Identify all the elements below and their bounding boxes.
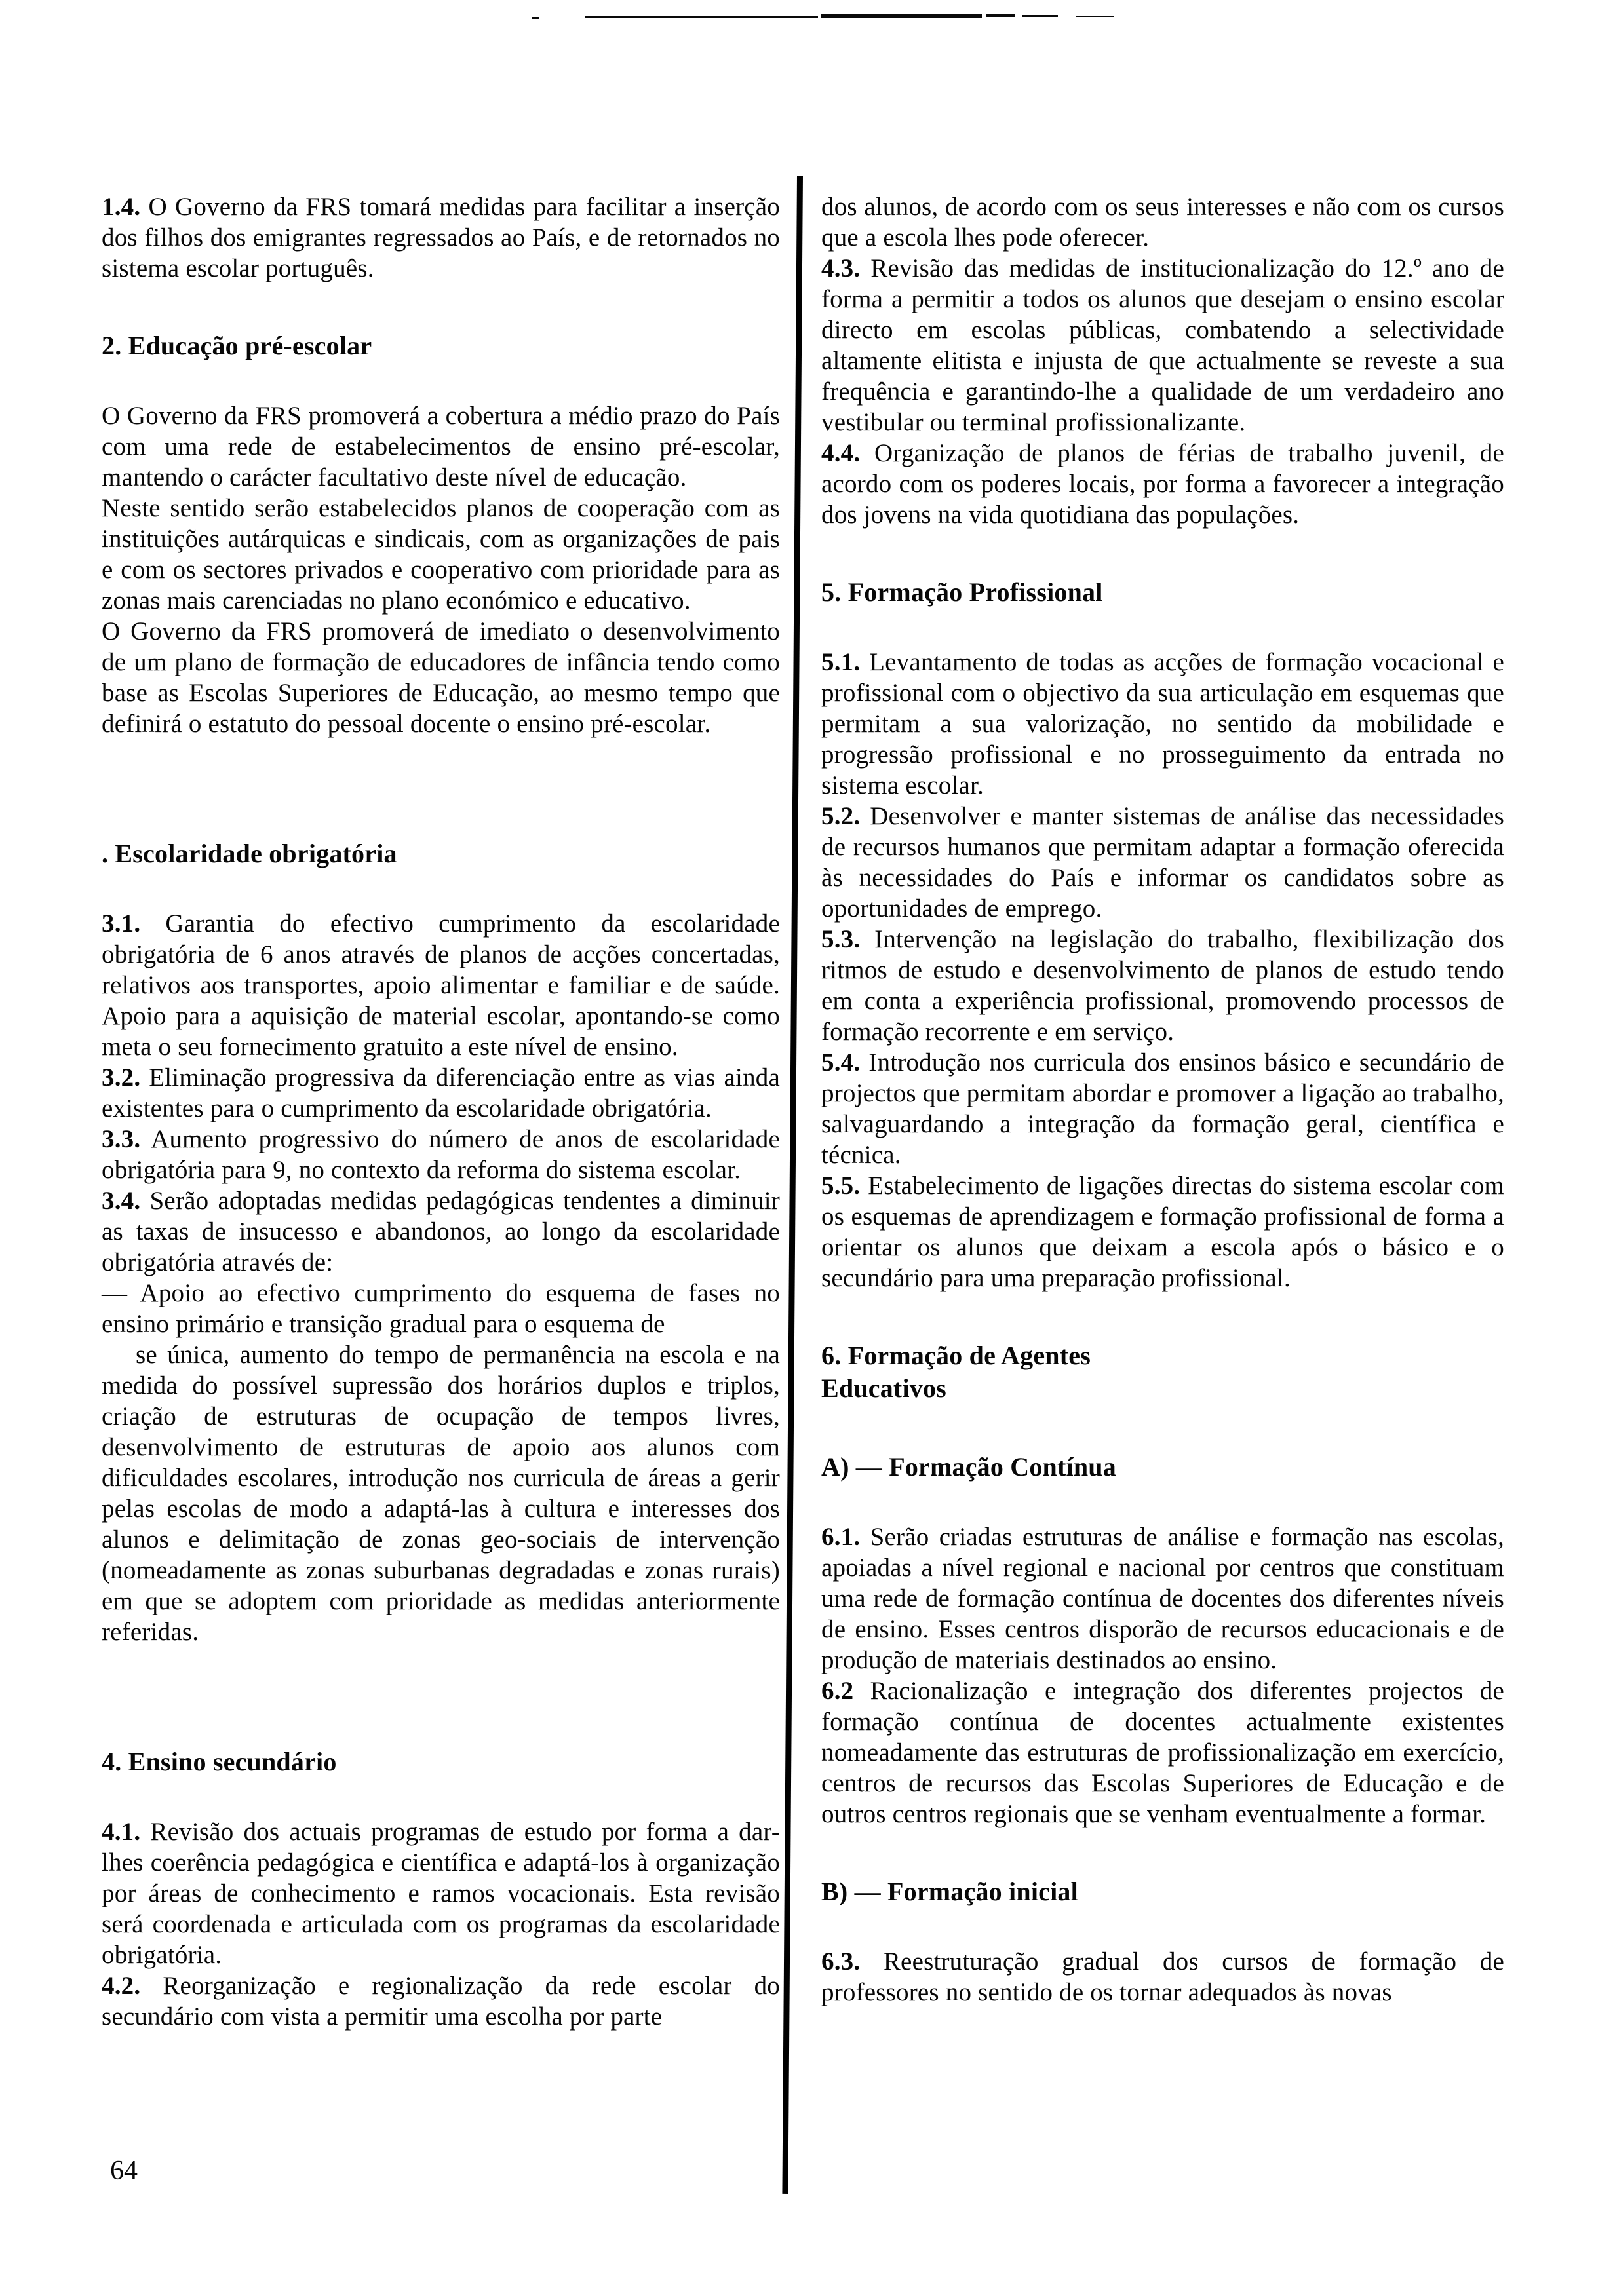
paragraph-text: O Governo da FRS tomará medidas para facilitar a inserção dos filhos dos emigrantes regressados ao País, e de retornados no sistema escolar português.	[102, 193, 780, 282]
item-number: 5.2.	[821, 802, 861, 830]
paragraph-text: Serão criadas estruturas de análise e formação nas escolas, apoiadas a nível regional e nacional por centros que constituam uma rede de formação contínua de docentes dos diferentes níveis de ensino. Esses centros disporão de recursos educacionais e de produção de materiais destinados ao ensino.	[821, 1523, 1504, 1674]
paragraph-text: Aumento progressivo do número de anos de escolaridade obrigatória para 9, no contexto da reforma do sistema escolar.	[102, 1125, 780, 1184]
paragraph-text: O Governo da FRS promoverá a cobertura a médio prazo do País com uma rede de estabelecimentos de ensino pré-escolar, mantendo o carácter facultativo deste nível de educação.	[102, 402, 780, 491]
paragraph-text: Eliminação progressiva da diferenciação entre as vias ainda existentes para o cumprimento da escolaridade obrigatória.	[102, 1063, 780, 1122]
paragraph-text: Estabelecimento de ligações directas do sistema escolar com os esquemas de aprendizagem e formação profissional de forma a orientar os alunos que deixam a escola após o básico e o secundário para uma preparação profissional.	[821, 1172, 1504, 1292]
top-rule-segment	[532, 17, 539, 19]
top-rule-segment	[1076, 16, 1114, 17]
paragraph-3-1	[102, 908, 780, 1062]
item-number: 6.1.	[821, 1523, 861, 1551]
paragraph-4-3	[821, 253, 1504, 438]
top-rule-segment	[821, 14, 982, 18]
paragraph-text: Introdução nos curricula dos ensinos básico e secundário de projectos que permitam abordar e promover a ligação ao trabalho, salvaguardando a integração da formação geral, científica e técnica.	[821, 1048, 1504, 1169]
section-heading-6	[821, 1339, 1504, 1405]
paragraph-4-4	[821, 438, 1504, 530]
item-number: 3.3.	[102, 1125, 141, 1153]
paragraph-text: Intervenção na legislação do trabalho, flexibilização dos ritmos de estudo e desenvolvimento de planos de estudo tendo em conta a experiência profissional, promovendo processos de formação recorrente e em serviço.	[821, 925, 1504, 1046]
item-number: 6.2	[821, 1677, 854, 1705]
item-number: 3.1.	[102, 909, 141, 938]
item-number: 4.4.	[821, 439, 861, 467]
paragraph-text: Reorganização e regionalização da rede escolar do secundário com vista a permitir uma escolha por parte	[102, 1972, 780, 2031]
paragraph-text: Organização de planos de férias de trabalho juvenil, de acordo com os poderes locais, por forma a favorecer a integração dos jovens na vida quotidiana das populações.	[821, 439, 1504, 529]
paragraph	[102, 493, 780, 616]
section-heading-5: 5. Formação Profissional	[821, 577, 1103, 607]
item-number: 6.3.	[821, 1947, 861, 1976]
paragraph-text: — Apoio ao efectivo cumprimento do esquema de fases no ensino primário e transição gradual para o esquema de	[102, 1279, 780, 1338]
paragraph-text: Serão adoptadas medidas pedagógicas tendentes a diminuir as taxas de insucesso e abandonos, ao longo da escolaridade obrigatória através de:	[102, 1187, 780, 1276]
paragraph-1-4	[102, 191, 780, 284]
paragraph-3-2	[102, 1062, 780, 1124]
paragraph	[102, 400, 780, 493]
paragraph-text: se única, aumento do tempo de permanência na escola e na medida do possível supressão dos horários duplos e triplos, criação de estruturas de ocupação de tempos livres, desenvolvimento de estruturas de apoio aos alunos com dificuldades escolares, introdução nos curricula de áreas a gerir pelas escolas de modo a adaptá-las à cultura e interesses dos alunos e delimitação de zonas geo-sociais de intervenção (nomeadamente as zonas suburbanas degradadas e zonas rurais) em que se adoptem com prioridade as medidas anteriormente referidas.	[102, 1341, 780, 1646]
left-column	[102, 191, 780, 2032]
item-number: 3.2.	[102, 1063, 141, 1092]
paragraph-5-2	[821, 801, 1504, 924]
right-column	[821, 191, 1504, 2008]
paragraph-5-5	[821, 1170, 1504, 1293]
paragraph-text: O Governo da FRS promoverá de imediato o desenvolvimento de um plano de formação de educadores de infância tendo como base as Escolas Superiores de Educação, ao mesmo tempo que definirá o estatuto do pessoal docente o ensino pré-escolar.	[102, 617, 780, 738]
item-number: 4.2.	[102, 1972, 141, 2000]
paragraph-4-2	[102, 1970, 780, 2032]
paragraph-continuation	[102, 1339, 780, 1647]
paragraph-4-1	[102, 1816, 780, 1970]
paragraph-5-4	[821, 1047, 1504, 1170]
paragraph-continuation	[821, 191, 1504, 253]
section-heading-escolaridade: . Escolaridade obrigatória	[102, 839, 397, 868]
item-number: 1.4.	[102, 193, 141, 221]
item-number: 5.1.	[821, 648, 861, 676]
paragraph-5-3	[821, 924, 1504, 1047]
paragraph-text: dos alunos, de acordo com os seus interesses e não com os cursos que a escola lhes pode oferecer.	[821, 193, 1504, 252]
paragraph-6-3	[821, 1946, 1504, 2008]
paragraph-3-4	[102, 1185, 780, 1278]
paragraph-text: Neste sentido serão estabelecidos planos de cooperação com as instituições autárquicas e sindicais, com as organizações de pais e com os sectores privados e cooperativo com prioridade para as zonas mais carenciadas no plano económico e educativo.	[102, 494, 780, 615]
heading-line: Educativos	[821, 1373, 946, 1403]
item-number: 5.3.	[821, 925, 861, 953]
item-number: 3.4.	[102, 1187, 141, 1215]
top-rule-segment	[585, 16, 818, 18]
paragraph-dash-item	[102, 1278, 780, 1339]
section-heading-2: 2. Educação pré-escolar	[102, 331, 372, 360]
heading-line: 6. Formação de Agentes	[821, 1341, 1091, 1370]
paragraph-text: Reestruturação gradual dos cursos de formação de professores no sentido de os tornar adequados às novas	[821, 1947, 1504, 2006]
page-number: 64	[110, 2156, 138, 2186]
paragraph-text: Revisão dos actuais programas de estudo por forma a dar-lhes coerência pedagógica e científica e adaptá-los à organização por áreas de conhecimento e ramos vocacionais. Esta revisão será coordenada e articulada com os programas da escolaridade obrigatória.	[102, 1818, 780, 1969]
item-number: 5.4.	[821, 1048, 861, 1077]
top-rule-segment	[1022, 15, 1058, 17]
section-heading-4: 4. Ensino secundário	[102, 1747, 337, 1776]
paragraph-6-2	[821, 1675, 1504, 1829]
top-rule-segment	[986, 14, 1015, 17]
item-number: 4.3.	[821, 254, 861, 282]
paragraph-text: Levantamento de todas as acções de formação vocacional e profissional com o objectivo da sua articulação em esquemas que permitam a sua valorização, no sentido da mobilidade e progressão profissional e no prosseguimento da entrada no sistema escolar.	[821, 648, 1504, 799]
paragraph-3-3	[102, 1124, 780, 1185]
subsection-heading-b: B) — Formação inicial	[821, 1877, 1078, 1906]
subsection-heading-a: A) — Formação Contínua	[821, 1452, 1116, 1482]
paragraph-5-1	[821, 647, 1504, 801]
paragraph-text: Desenvolver e manter sistemas de análise das necessidades de recursos humanos que permitam adaptar a formação oferecida às necessidades do País e informar os candidatos sobre as oportunidades de emprego.	[821, 802, 1504, 923]
item-number: 4.1.	[102, 1818, 141, 1846]
item-number: 5.5.	[821, 1172, 861, 1200]
paragraph-text: Garantia do efectivo cumprimento da escolaridade obrigatória de 6 anos através de planos de acções concertadas, relativos aos transportes, apoio alimentar e familiar e de saúde. Apoio para a aquisição de material escolar, apontando-se como meta o seu fornecimento gratuito a este nível de ensino.	[102, 909, 780, 1061]
column-divider	[782, 176, 803, 2194]
paragraph-text: Racionalização e integração dos diferentes projectos de formação contínua de docentes actualmente existentes nomeadamente das estruturas de profissionalização em exercício, centros de recursos das Escolas Superiores de Educação e de outros centros regionais que se venham eventualmente a formar.	[821, 1677, 1504, 1828]
paragraph	[102, 616, 780, 739]
paragraph-6-1	[821, 1521, 1504, 1675]
paragraph-text: Revisão das medidas de institucionalização do 12.º ano de forma a permitir a todos os alunos que desejam o ensino escolar directo em escolas públicas, combatendo a selectividade altamente elitista e injusta de que actualmente se reveste a sua frequência e garantindo-lhe a qualidade de um verdadeiro ano vestibular ou terminal profissionalizante.	[821, 254, 1504, 436]
